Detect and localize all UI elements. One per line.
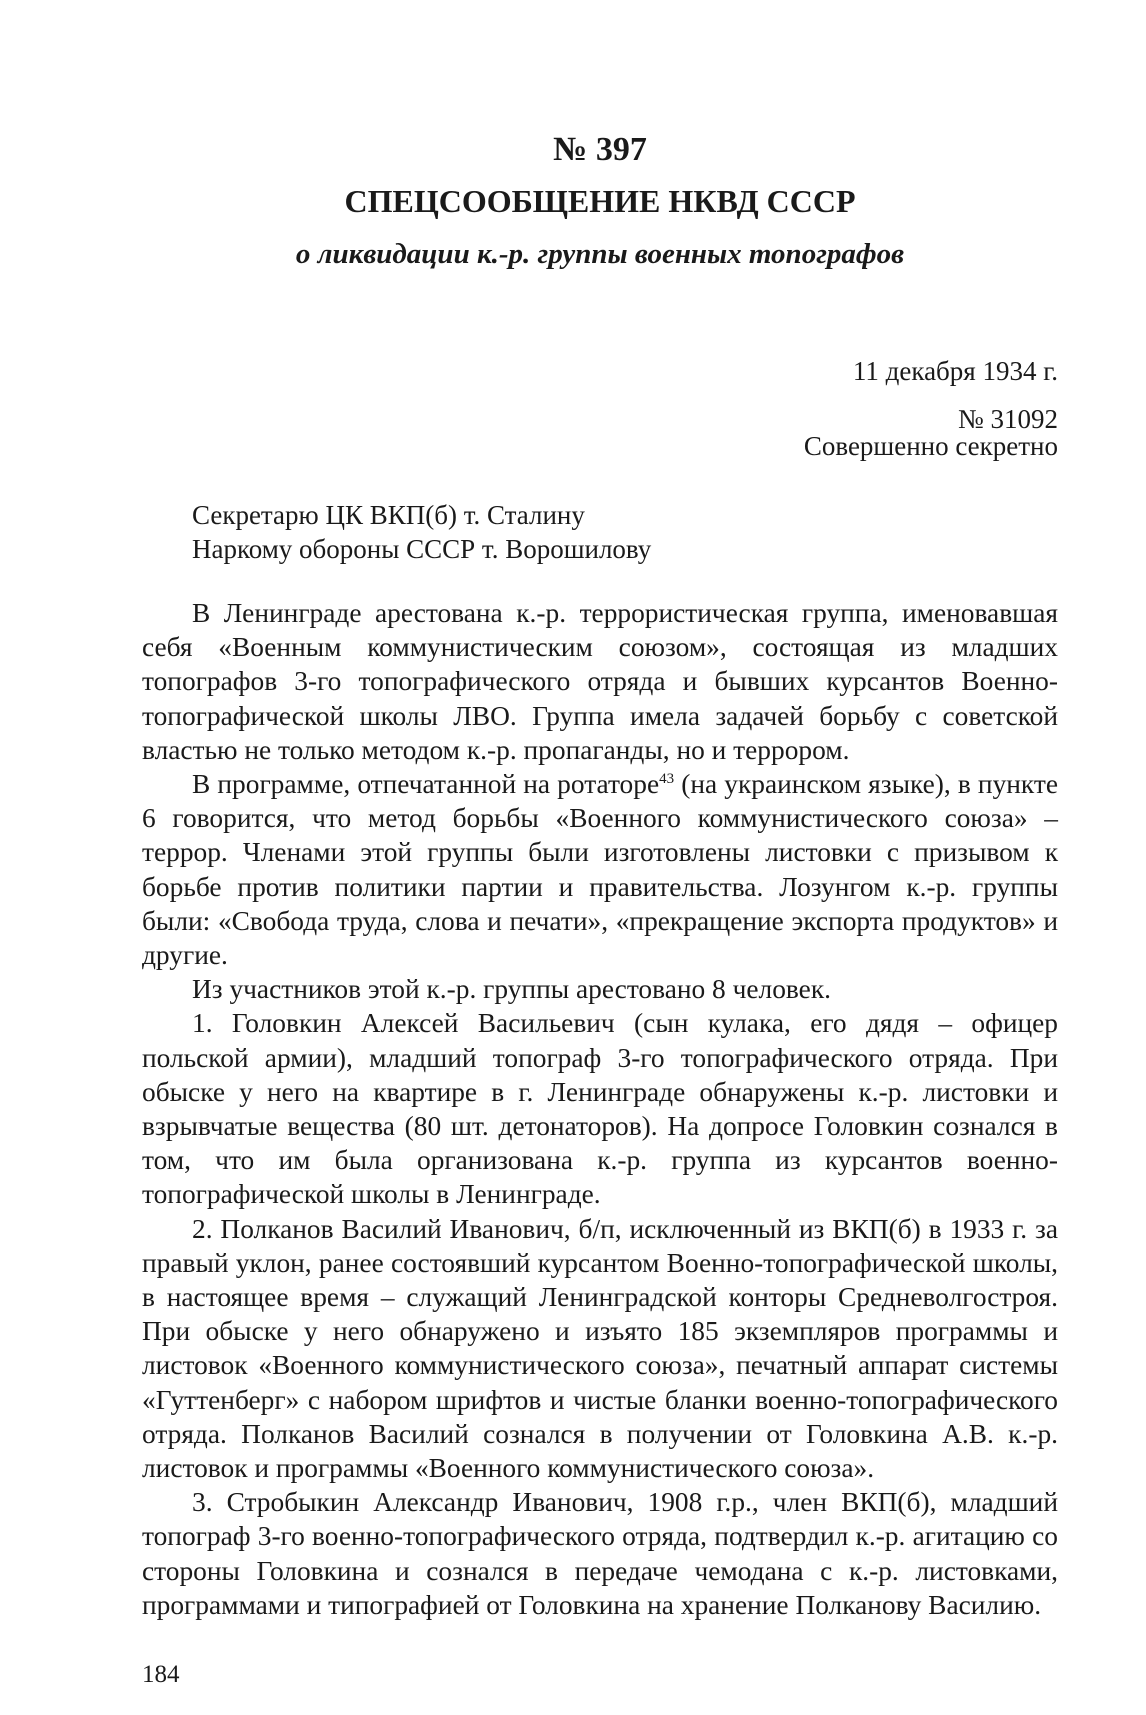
paragraph: Из участников этой к.-р. группы арестовано 8 человек. [192, 974, 831, 1005]
document-number: № 397 [553, 131, 647, 168]
document-title: СПЕЦСООБЩЕНИЕ НКВД СССР [344, 183, 856, 219]
footnote-marker[interactable]: 43 [659, 770, 675, 787]
document-body [142, 596, 1058, 1622]
paragraph: В Ленинграде арестована к.-р. террористическая группа, именовавшая себя «Военным коммунистическим союзом», состоящая из младших топографов 3-го топографического отряда и бывших курсантов Военно-топографической школы ЛВО. Группа имела задачей борьбу с советской властью не только методом к.-р. пропаганды, но и террором. [142, 598, 1058, 765]
classification-stamp: Совершенно секретно [803, 431, 1058, 461]
paragraph: 1. Головкин Алексей Васильевич (сын кулака, его дядя – офицер польской армии), младший топограф 3-го топографического отряда. При обыске у него на квартире в г. Ленинграде обнаружены к.-р. листовки и взрывчатые вещества (80 шт. детонаторов). На допросе Головкин сознался в том, что им была организована к.-р. группа из курсантов военно-топографической школы в Ленинграде. [142, 1008, 1058, 1210]
document-subtitle: о ликвидации к.-р. группы военных топографов [295, 238, 905, 270]
paragraph: 3. Стробыкин Александр Иванович, 1908 г.р., член ВКП(б), младший топограф 3-го военно-топографического отряда, подтвердил к.-р. агитацию со стороны Головкина и сознался в передаче чемодана с к.-р. листовками, программами и типографией от Головкина на хранение Полканову Василию. [142, 1487, 1058, 1620]
addressee: Наркому обороны СССР т. Ворошилову [192, 534, 652, 564]
registration-number: № 31092 [957, 404, 1058, 434]
addressee: Секретарю ЦК ВКП(б) т. Сталину [192, 500, 585, 530]
addressees-block [192, 498, 651, 566]
paragraph-text: В программе, отпечатанной на ротаторе [192, 769, 660, 800]
document-date: 11 декабря 1934 г. [852, 356, 1058, 386]
paragraph [142, 767, 1058, 972]
page-number: 184 [142, 1661, 180, 1688]
paragraph-text: (на украинском языке), в пункте 6 говорится, что метод борьбы «Военного коммунистического союза» – террор. Членами этой группы были изготовлены листовки с призывом к борьбе против политики партии и правительства. Лозунгом к.-р. группы были: «Свобода труда, слова и печати», «прекращение экспорта продуктов» и другие. [142, 769, 1058, 971]
paragraph: 2. Полканов Василий Иванович, б/п, исключенный из ВКП(б) в 1933 г. за правый уклон, ранее состоявший курсантом Военно-топографической школы, в настоящее время – служащий Ленинградской конторы Средневолгостроя. При обыске у него обнаружено и изъято 185 экземпляров программы и листовок «Военного коммунистического союза», печатный аппарат системы «Гуттенберг» с набором шрифтов и чистые бланки военно-топографического отряда. Полканов Василий сознался в получении от Головкина А.В. к.-р. листовок и программы «Военного коммунистического союза». [142, 1213, 1058, 1484]
